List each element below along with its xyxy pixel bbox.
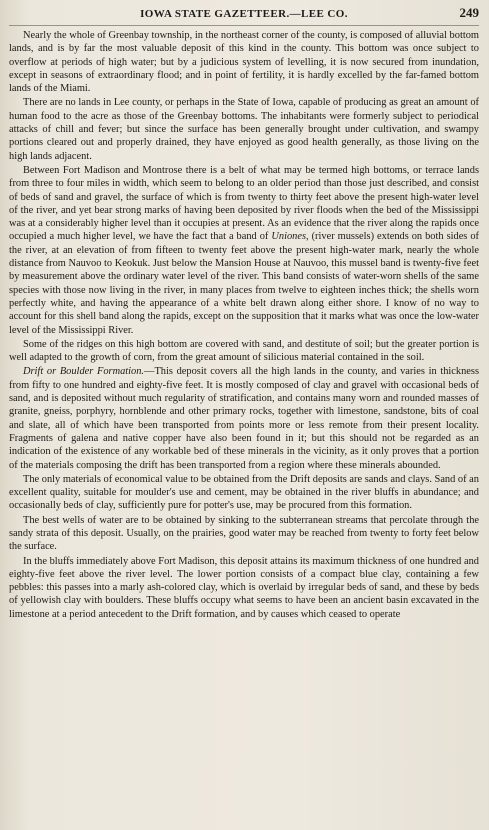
paragraph-drift-materials: The only materials of economical value to be obtained from the Drift deposits are sands and clays. Sand of an excellent quality, suitable for moulder's use and cement, may be obtained in the river bluffs in abundance; and occasionally beds of clay, sufficiently pure for potter's use, may be procured from this formation.: [9, 473, 479, 512]
running-title: IOWA STATE GAZETTEER.—LEE CO.: [140, 8, 348, 20]
section-heading-drift: Drift or Boulder Formation.: [23, 366, 145, 378]
drift-text: —This deposit covers all the high lands in the county, and varies in thickness from fifty to one hundred and eighty-five feet. It is mostly composed of clay and gravel with occasional beds of sand, and is deposited without much regularity of stratification, and contains many worn and rounded masses of granite, gneiss, porphyry, hornblende and other primary rocks, together with limestone, sandstone, bits of coal and slate, all of which have been transported from points more or less remote from their present locality. Fragments of galena and native copper have also been found in it; but this should not be regarded as an indication of the existence of any workable bed of these minerals in the vicinity, as it only proves that a portion of the materials composing the drift has been transported from a region where these minerals abounded.: [9, 366, 480, 471]
uniones-term: Uniones: [271, 231, 307, 243]
body-text: [9, 29, 479, 621]
paragraph-fort-madison-bluffs: In the bluffs immediately above Fort Madison, this deposit attains its maximum thickness of one hundred and eighty-five feet above the river level. The lower portion consists of a compact blue clay, containing a few pebbles: this passes into a marly ash-colored clay, which is overlaid by irregular beds of sand, and these by beds of yellowish clay with boulders. These bluffs occupy what seems to have been an ancient basin excavated in the limestone at a period antecedent to the Drift formation, and by causes which ceased to operate: [9, 555, 479, 620]
paragraph-greenbay-township: Nearly the whole of Greenbay township, in the northeast corner of the county, is composed of alluvial bottom lands, and is by far the most valuable deposit of this kind in the county. This bottom was once subject to overflow at periods of high water; but by a judicious system of levelling, it is now secured from inundation, except in seasons of extraordinary flood; and in point of fertility, it is hardly excelled by the far-famed bottom lands of the Miami.: [9, 30, 479, 95]
page-number: 249: [459, 5, 479, 20]
paragraph-high-bottom-ridges: Some of the ridges on this high bottom are covered with sand, and destitute of soil; but the greater portion is well adapted to the growth of corn, from the great amount of silicious material contained in the soil.: [9, 338, 479, 364]
terrace-text-after: , (river mussels) extends on both sides of the river, at an elevation of from fifteen to twenty feet above the present high-water mark, nearly the whole distance from Nauvoo to Keokuk. Just below the Mansion House at Nauvoo, this mussel band is twenty-five feet by measurement above the ordinary water level of the river. This band consists of water-worn shells of the same species with those now living in the river, in many places from twelve to eighteen inches thick; the shells worn perfectly white, and having the appearance of a white belt drawn along either shore. I know of no way to account for this shell band along the rapids, except on the supposition that it marks what was once the low-water level of the Mississippi River.: [9, 231, 479, 336]
paragraph-wells: The best wells of water are to be obtained by sinking to the subterranean streams that percolate through the sandy strata of this deposit. Usually, on the prairies, good water may be reached from twenty to forty feet below the surface.: [9, 514, 479, 553]
terrace-text-before: Between Fort Madison and Montrose there is a belt of what may be termed high bottoms, or terrace lands from three to four miles in width, which seem to belong to an older period than those just described, and consist of beds of sand and gravel, the surface of which is from twenty to thirty feet above the present high-water level of the river, and yet bear strong marks of having been deposited by river floods when the bed of the Mississippi was at a considerably higher level than it occupies at present. As an evidence that the river along the rapids once occupied a much higher level, we have the fact that a band of: [9, 164, 479, 243]
paragraph-greenbay-bottoms: There are no lands in Lee county, or perhaps in the State of Iowa, capable of producing as great an amount of human food to the acre as those of the Greenbay bottoms. The inhabitants were formerly subject to periodical attacks of chill and fever; but since the surface has been generally brought under cultivation, and swampy portions cleared out and properly drained, they have enjoyed as good health generally, as those living on the high lands adjacent.: [9, 97, 479, 162]
running-head: [9, 5, 479, 26]
paragraph-terrace-lands: [9, 164, 479, 337]
paragraph-drift-formation: [9, 365, 479, 471]
